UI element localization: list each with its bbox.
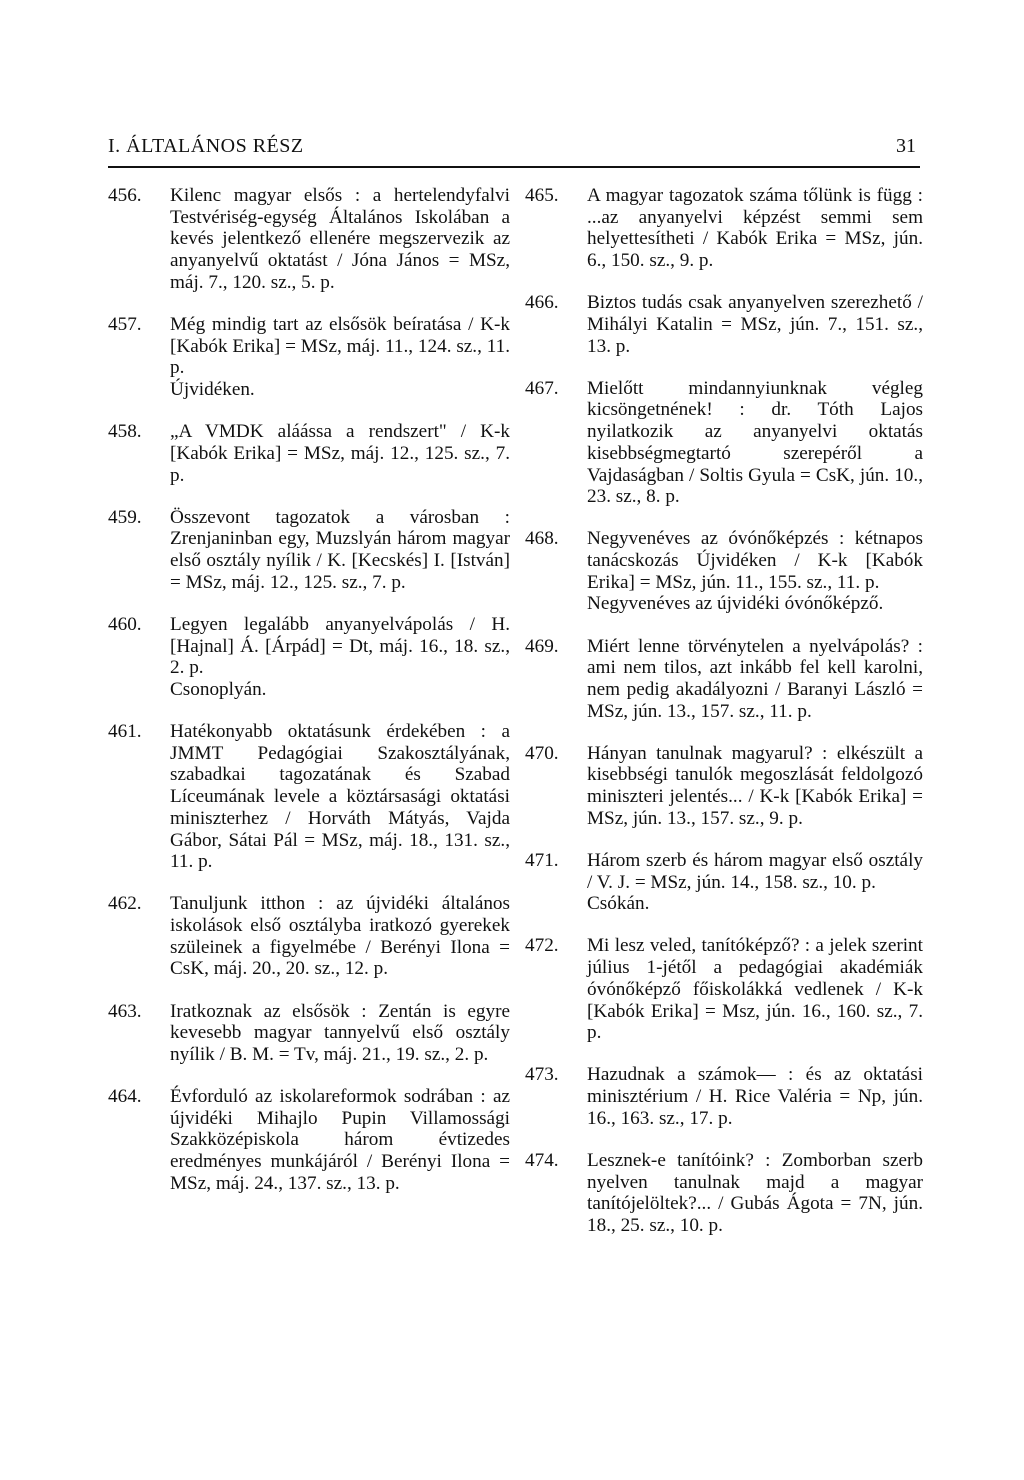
entry-location-note: Csonoplyán. [170, 678, 267, 700]
bibliography-entry [525, 528, 923, 615]
bibliography-entry [525, 1150, 923, 1237]
bibliography-entry [525, 1064, 923, 1129]
entry-text: Mi lesz veled, tanítóképző? : a jelek szerint július 1-jétől a pedagógiai akadémiák óvónőképző főiskolákká vedlenek / K-k [Kabók Erika] = Msz, jún. 16., 160. sz., 7. p. [587, 935, 923, 1044]
left-column [108, 185, 510, 1215]
entry-number: 470. [525, 742, 559, 764]
entry-text: Hazudnak a számok— : és az oktatási minisztérium / H. Rice Valéria = Np, jún. 16., 163. sz., 17. p. [587, 1064, 923, 1129]
entry-text: Lesznek-e tanítóink? : Zomborban szerb nyelven tanulnak majd a magyar tanítójelöltek?... / Gubás Ágota = 7N, jún. 18., 25. sz., 10. p. [587, 1149, 923, 1236]
entry-text: „A VMDK aláássa a rendszert" / K-k [Kabók Erika] = MSz, máj. 12., 125. sz., 7. p. [170, 421, 510, 486]
entry-number: 456. [108, 185, 142, 206]
entry-text: Legyen legalább anyanyelvápolás / H. [Hajnal] Á. [Árpád] = Dt, máj. 16., 18. sz., 2. p. [170, 613, 510, 679]
entry-number: 465. [525, 185, 559, 206]
bibliography-entry [108, 1001, 510, 1066]
entry-text: Negyvenéves az óvónőképzés : kétnapos tanácskozás Újvidéken / K-k [Kabók Erika] = MSz, jún. 11., 155. sz., 11. p. [587, 528, 923, 593]
bibliography-entry [525, 185, 923, 272]
entry-number: 467. [525, 377, 559, 399]
page-number: 31 [896, 135, 916, 157]
entry-text: Kilenc magyar elsős : a hertelendyfalvi Testvériség-egység Általános Iskolában a kevés jelentkező ellenére megszervezik az anyanyelvű oktatást / Jóna János = MSz, máj. 7., 120. sz., 5. p. [170, 185, 510, 293]
entry-text: Három szerb és három magyar első osztály / V. J. = MSz, jún. 14., 158. sz., 10. p. [587, 849, 923, 893]
entry-location-note: Negyvenéves az újvidéki óvónőképző. [587, 593, 884, 615]
bibliography-entry [108, 893, 510, 980]
bibliography-entry [525, 743, 923, 830]
entry-text: Hatékonyabb oktatásunk érdekében : a JMMT Pedagógiai Szakosztályának, szabadkai tagozatának és Szabad Líceumának levele a köztársasági oktatási miniszterhez / Horváth Mátyás, Vajda Gábor, Sátai Pál = MSz, máj. 18., 131. sz., 11. p. [170, 721, 510, 873]
bibliography-entry [108, 185, 510, 294]
bibliography-entry [108, 1086, 510, 1195]
section-title: I. ÁLTALÁNOS RÉSZ [108, 135, 304, 157]
bibliography-entry [525, 378, 923, 508]
bibliography-entry [525, 935, 923, 1044]
bibliography-entry [108, 421, 510, 486]
page-header [108, 126, 920, 168]
entry-number: 464. [108, 1086, 142, 1108]
entry-number: 458. [108, 421, 142, 443]
bibliography-entry [108, 614, 510, 701]
entry-text: Tanuljunk itthon : az újvidéki általános iskolások első osztályba iratkozó gyerekek szüleinek a figyelmébe / Berényi Ilona = CsK, máj. 20., 20. sz., 12. p. [170, 893, 510, 980]
bibliography-entry [108, 314, 510, 401]
bibliography-entry [108, 507, 510, 594]
entry-number: 460. [108, 613, 142, 635]
entry-number: 473. [525, 1064, 559, 1086]
entry-text: Mielőtt mindannyiunknak végleg kicsöngetnének! : dr. Tóth Lajos nyilatkozik az anyanyelvi oktatás kisebbségmegtartó szerepéről a Vajdaságban / Soltis Gyula = CsK, jún. 10., 23. sz., 8. p. [587, 377, 923, 508]
entry-text: Évforduló az iskolareformok sodrában : az újvidéki Mihajlo Pupin Villamossági Szakközépiskola három évtizedes eredményes munkájáról / Berényi Ilona = MSz, máj. 24., 137. sz., 13. p. [170, 1086, 510, 1194]
right-column [525, 185, 923, 1257]
entry-text: Még mindig tart az elsősök beíratása / K-k [Kabók Erika] = MSz, máj. 11., 124. sz., 11. p. [170, 313, 510, 379]
entry-text: Miért lenne törvénytelen a nyelvápolás? : ami nem tilos, azt inkább fel kell karolni, nem pedig akadályozni / Baranyi László = MSz, jún. 13., 157. sz., 11. p. [587, 635, 923, 722]
entry-number: 466. [525, 292, 559, 314]
entry-location-note: Csókán. [587, 893, 650, 915]
entry-text: Biztos tudás csak anyanyelven szerezhető / Mihályi Katalin = MSz, jún. 7., 151. sz., 13. p. [587, 292, 923, 357]
entry-text: Hányan tanulnak magyarul? : elkészült a kisebbségi tanulók megoszlását feldolgozó miniszteri jelentés... / K-k [Kabók Erika] = MSz, jún. 13., 157. sz., 9. p. [587, 742, 923, 829]
bibliography-entry [525, 292, 923, 357]
entry-text: Iratkoznak az elsősök : Zentán is egyre kevesebb magyar tannyelvű első osztály nyílik / B. M. = Tv, máj. 21., 19. sz., 2. p. [170, 1000, 510, 1065]
bibliography-entry [108, 721, 510, 873]
entry-number: 471. [525, 849, 559, 871]
entry-number: 459. [108, 506, 142, 528]
bibliography-entry [525, 850, 923, 915]
entry-location-note: Újvidéken. [170, 379, 255, 401]
bibliography-entry [525, 636, 923, 723]
entry-number: 468. [525, 528, 559, 550]
entry-number: 463. [108, 1000, 142, 1022]
entry-number: 474. [525, 1149, 559, 1171]
entry-text: A magyar tagozatok száma tőlünk is függ : ...az anyanyelvi képzést semmi sem helyettesítheti / Kabók Erika = MSz, jún. 6., 150. sz., 9. p. [587, 185, 923, 272]
entry-number: 462. [108, 893, 142, 915]
entry-number: 472. [525, 935, 559, 957]
entry-number: 461. [108, 721, 142, 743]
entry-text: Összevont tagozatok a városban : Zrenjaninban egy, Muzslyán három magyar első osztály nyílik / K. [Kecskés] I. [István] = MSz, máj. 12., 125. sz., 7. p. [170, 506, 510, 593]
entry-number: 457. [108, 313, 142, 335]
entry-number: 469. [525, 635, 559, 657]
